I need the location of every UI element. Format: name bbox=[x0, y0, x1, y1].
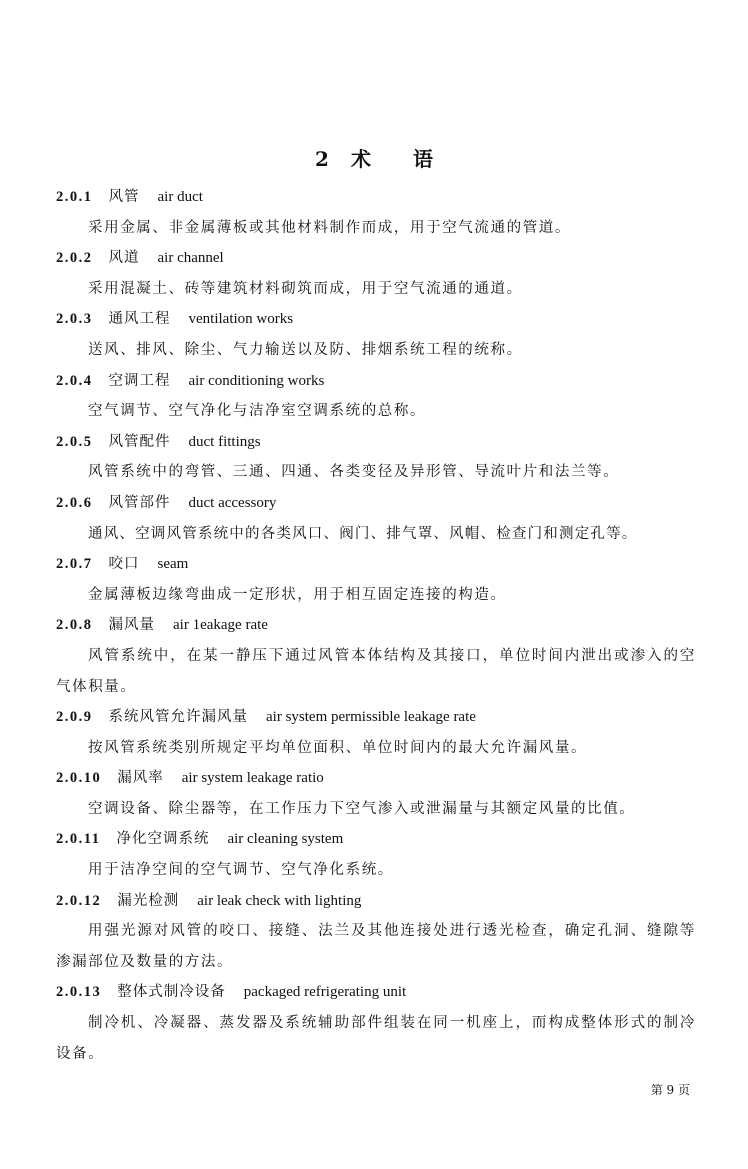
term-english: air 1eakage rate bbox=[173, 617, 268, 634]
page-number: 第 9 页 bbox=[650, 1083, 690, 1097]
term-definition: 采用混凝土、砖等建筑材料砌筑而成，用于空气流通的通道。 bbox=[88, 280, 523, 297]
term-heading bbox=[56, 549, 696, 580]
term-definition: 风管系统中的弯管、三通、四通、各类变径及异形管、导流叶片和法兰等。 bbox=[88, 464, 620, 481]
term-number: 2.0.11 bbox=[56, 831, 101, 848]
term-english: air conditioning works bbox=[188, 372, 325, 389]
term-definition: 用于洁净空间的空气调节、空气净化系统。 bbox=[88, 862, 394, 879]
term-english: air system permissible leakage rate bbox=[266, 709, 476, 726]
term-chinese: 风道 bbox=[108, 250, 140, 267]
term-number: 2.0.6 bbox=[56, 494, 93, 511]
term-english: duct accessory bbox=[188, 494, 277, 511]
term-heading bbox=[56, 488, 696, 519]
term-english: air duct bbox=[157, 189, 203, 205]
term-english: air system leakage ratio bbox=[181, 770, 324, 787]
term-heading bbox=[56, 366, 696, 397]
term-definition: 风管系统中，在某一静压下通过风管本体结构及其接口，单位时间内泄出或渗入的空气体积量。 bbox=[56, 647, 696, 695]
term-chinese: 风管 bbox=[108, 189, 140, 205]
term-2-0-10 bbox=[56, 763, 696, 824]
term-definition: 空调设备、除尘器等，在工作压力下空气渗入或泄漏量与其额定风量的比值。 bbox=[88, 800, 636, 817]
term-english: seam bbox=[157, 556, 189, 573]
term-chinese: 整体式制冷设备 bbox=[117, 984, 226, 1001]
term-english: air leak check with lighting bbox=[197, 892, 362, 909]
term-definition: 通风、空调风管系统中的各类风口、阀门、排气罩、风帽、检查门和测定孔等。 bbox=[88, 525, 638, 542]
term-number: 2.0.5 bbox=[56, 433, 93, 450]
term-definition: 按风管系统类别所规定平均单位面积、单位时间内的最大允许漏风量。 bbox=[88, 739, 588, 756]
term-chinese: 风管部件 bbox=[108, 494, 171, 511]
term-chinese: 系统风管允许漏风量 bbox=[108, 709, 248, 726]
term-chinese: 通风工程 bbox=[108, 311, 171, 328]
term-2-0-11 bbox=[56, 824, 696, 885]
term-2-0-6 bbox=[56, 488, 696, 549]
term-2-0-5 bbox=[56, 427, 696, 488]
term-definition: 送风、排风、除尘、气力输送以及防、排烟系统工程的统称。 bbox=[88, 341, 523, 358]
term-definition: 空气调节、空气净化与洁净室空调系统的总称。 bbox=[88, 403, 427, 420]
term-2-0-13 bbox=[56, 977, 696, 1069]
term-heading bbox=[56, 304, 696, 335]
term-2-0-8 bbox=[56, 610, 696, 702]
term-chinese: 漏光检测 bbox=[117, 892, 180, 909]
term-definition: 金属薄板边缘弯曲成一定形状，用于相互固定连接的构造。 bbox=[88, 586, 507, 603]
term-english: air channel bbox=[157, 250, 224, 267]
term-heading bbox=[56, 824, 696, 855]
term-number: 2.0.7 bbox=[56, 556, 93, 573]
term-number: 2.0.2 bbox=[56, 250, 93, 267]
term-2-0-9 bbox=[56, 702, 696, 763]
term-number: 2.0.1 bbox=[56, 189, 93, 205]
term-definition: 采用金属、非金属薄板或其他材料制作而成，用于空气流通的管道。 bbox=[88, 219, 571, 236]
term-chinese: 风管配件 bbox=[108, 433, 171, 450]
term-2-0-3 bbox=[56, 304, 696, 365]
term-2-0-2 bbox=[56, 243, 696, 304]
term-english: air cleaning system bbox=[227, 831, 344, 848]
term-definition: 用强光源对风管的咬口、接缝、法兰及其他连接处进行透光检查，确定孔洞、缝隙等渗漏部位及数量的方法。 bbox=[56, 923, 696, 970]
term-heading bbox=[56, 763, 696, 794]
term-number: 2.0.9 bbox=[56, 709, 93, 726]
term-2-0-7 bbox=[56, 549, 696, 610]
term-chinese: 漏风量 bbox=[108, 617, 155, 634]
term-heading bbox=[56, 610, 696, 641]
term-english: ventilation works bbox=[188, 311, 294, 328]
term-heading bbox=[56, 702, 696, 733]
term-chinese: 咬口 bbox=[108, 556, 140, 573]
term-chinese: 空调工程 bbox=[108, 372, 171, 389]
term-english: duct fittings bbox=[188, 433, 261, 450]
term-number: 2.0.4 bbox=[56, 372, 93, 389]
term-2-0-4 bbox=[56, 366, 696, 427]
term-english: packaged refrigerating unit bbox=[243, 984, 407, 1001]
chapter-title bbox=[0, 143, 748, 172]
term-heading bbox=[56, 243, 696, 274]
chapter-title-char-1: 术 bbox=[350, 147, 371, 171]
term-chinese: 净化空调系统 bbox=[116, 831, 210, 848]
term-2-0-12 bbox=[56, 886, 696, 978]
term-number: 2.0.12 bbox=[56, 892, 102, 909]
term-number: 2.0.13 bbox=[56, 984, 102, 1001]
term-heading bbox=[56, 182, 696, 213]
term-number: 2.0.8 bbox=[56, 617, 93, 634]
terms-list bbox=[56, 182, 696, 1069]
term-number: 2.0.3 bbox=[56, 311, 93, 328]
term-heading bbox=[56, 977, 696, 1008]
term-chinese: 漏风率 bbox=[117, 770, 164, 787]
term-definition: 制冷机、冷凝器、蒸发器及系统辅助部件组装在同一机座上，而构成整体形式的制冷设备。 bbox=[56, 1015, 696, 1062]
term-heading bbox=[56, 427, 696, 458]
term-2-0-1 bbox=[56, 182, 696, 243]
term-number: 2.0.10 bbox=[56, 770, 102, 787]
term-heading bbox=[56, 886, 696, 917]
chapter-title-char-2: 语 bbox=[412, 147, 433, 171]
chapter-number: 2 bbox=[315, 147, 329, 171]
